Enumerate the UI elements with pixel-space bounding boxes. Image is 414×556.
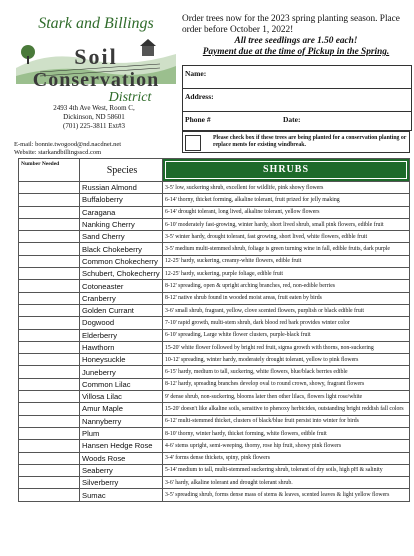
table-row: [19, 243, 410, 255]
species-description: 8-12' spreading, open & upright arching branches, red, non-edible berries: [163, 280, 410, 292]
phone-label: Phone #: [185, 115, 211, 124]
species-name: Honeysuckle: [80, 354, 163, 366]
table-row: [19, 329, 410, 341]
address-label: Address:: [185, 92, 214, 101]
section-shrubs: SHRUBS: [165, 161, 407, 179]
species-description: 7-10' rapid growth, multi-stem shrub, dark blood red bark provides winter color: [163, 317, 410, 329]
table-row: [19, 194, 410, 206]
svg-text:Stark and Billings: Stark and Billings: [38, 15, 154, 32]
species-description: 8-12' hardy, spreading branches develop oval to round crown, showy, fragrant flowers: [163, 378, 410, 390]
table-row: [19, 182, 410, 194]
contact-info: [14, 141, 189, 157]
customer-form: [182, 65, 412, 131]
quantity-cell[interactable]: [19, 304, 80, 316]
phone-field[interactable]: [183, 112, 411, 130]
species-description: 3-5' winter hardy, drought tolerant, fast growing, short lived, white flowers, edible fruit: [163, 231, 410, 243]
table-row: [19, 231, 410, 243]
species-description: 6-12' multi-stemmed thicket, clusters of black/blue fruit persist into winter for birds: [163, 415, 410, 427]
quantity-cell[interactable]: [19, 194, 80, 206]
species-name: Nanking Cherry: [80, 218, 163, 230]
notice-order-deadline: Order trees now for the 2023 spring planting season. Place order before October 1, 2022!: [182, 14, 400, 35]
conservation-checkbox[interactable]: [185, 135, 201, 151]
species-description: 15-20' white flower followed by bright red fruit, sigma growth with thorns, non-suckering: [163, 341, 410, 353]
species-description: 3-5' medium multi-stemmed shrub, foliage is green turning wine in fall, edible fruits, dark purple: [163, 243, 410, 255]
quantity-cell[interactable]: [19, 280, 80, 292]
species-name: Villosa Lilac: [80, 391, 163, 403]
quantity-cell[interactable]: [19, 477, 80, 489]
species-name: Silverberry: [80, 477, 163, 489]
quantity-cell[interactable]: [19, 415, 80, 427]
table-row: [19, 317, 410, 329]
species-name: Common Chokecherry: [80, 255, 163, 267]
species-description: 4-6' stems upright, semi-weeping, thorny, rose hip fruit, showy pink flowers: [163, 440, 410, 452]
conservation-check-text: Please check box if these trees are being planted for a conservation planting or replace ments for existing windbreak.: [213, 135, 407, 148]
species-description: 15-20' doesn't like alkaline soils, sensitive to phenoxy herbicides, outstanding bright reddish fall colors: [163, 403, 410, 415]
address-field[interactable]: [183, 89, 411, 112]
species-name: Black Chokeberry: [80, 243, 163, 255]
quantity-cell[interactable]: [19, 354, 80, 366]
quantity-cell[interactable]: [19, 341, 80, 353]
quantity-cell[interactable]: [19, 427, 80, 439]
species-description: 10-12' spreading, winter hardy, moderately drought tolerant, yellow to pink flowers: [163, 354, 410, 366]
table-row: [19, 391, 410, 403]
species-name: Hawthorn: [80, 341, 163, 353]
species-description: 6-10' spreading, Large white flower clusters, purple-black fruit: [163, 329, 410, 341]
table-row: [19, 255, 410, 267]
table-row: [19, 403, 410, 415]
address-street: 2493 4th Ave West, Room C,: [53, 104, 135, 112]
quantity-cell[interactable]: [19, 206, 80, 218]
species-name: Caragana: [80, 206, 163, 218]
table-row: [19, 366, 410, 378]
table-row: [19, 427, 410, 439]
table-row: [19, 268, 410, 280]
species-description: 6-14' drought tolerant, long lived, alkaline tolerant, yellow flowers: [163, 206, 410, 218]
table-row: [19, 440, 410, 452]
svg-text:District: District: [108, 90, 152, 104]
table-row: [19, 304, 410, 316]
species-name: Elderberry: [80, 329, 163, 341]
table-row: [19, 464, 410, 476]
species-description: 3-6' hardy, alkaline tolerant and drought tolerant shrub.: [163, 477, 410, 489]
species-name: Woods Rose: [80, 452, 163, 464]
species-description: 6-14' thorny, thicket forming, alkaline tolerant, fruit prized for jelly making: [163, 194, 410, 206]
table-row: [19, 477, 410, 489]
table-row: [19, 452, 410, 464]
table-row: [19, 378, 410, 390]
name-label: Name:: [185, 69, 207, 78]
species-description: 3-5' spreading shrub, forms dense mass of stems & leaves, scented leaves & light yellow flowers: [163, 489, 410, 501]
species-name: Amur Maple: [80, 403, 163, 415]
col-number-needed: Number Needed: [19, 159, 80, 182]
species-description: 12-25' hardy, suckering, purple foliage, edible fruit: [163, 268, 410, 280]
species-description: 5-14' medium to tall, multi-stemmed suckering shrub, tolerant of dry soils, high pH & salinity: [163, 464, 410, 476]
table-row: [19, 341, 410, 353]
quantity-cell[interactable]: [19, 378, 80, 390]
section-header: [163, 159, 410, 182]
species-name: Sumac: [80, 489, 163, 501]
species-description: 8-10' thorny, winter hardy, thicket forming, white flowers, edible fruit: [163, 427, 410, 439]
quantity-cell[interactable]: [19, 182, 80, 194]
species-name: Juneberry: [80, 366, 163, 378]
table-row: [19, 354, 410, 366]
quantity-cell[interactable]: [19, 464, 80, 476]
date-label: Date:: [283, 115, 301, 124]
order-notice: [182, 14, 410, 58]
table-row: [19, 218, 410, 230]
order-table: [18, 158, 410, 502]
quantity-cell[interactable]: [19, 440, 80, 452]
address-city: Dickinson, ND 58601: [63, 113, 125, 121]
species-name: Hansen Hedge Rose: [80, 440, 163, 452]
website-text: Website: starkandbillingsscd.com: [14, 149, 102, 156]
quantity-cell[interactable]: [19, 489, 80, 501]
quantity-cell[interactable]: [19, 292, 80, 304]
table-row: [19, 489, 410, 501]
species-description: 3-5' low, suckering shrub, excellent for wildlife, pink showy flowers: [163, 182, 410, 194]
quantity-cell[interactable]: [19, 329, 80, 341]
name-field[interactable]: [183, 66, 411, 89]
species-name: Dogwood: [80, 317, 163, 329]
species-name: Golden Currant: [80, 304, 163, 316]
quantity-cell[interactable]: [19, 391, 80, 403]
species-name: Buffaloberry: [80, 194, 163, 206]
district-address: [14, 104, 174, 131]
species-name: Plum: [80, 427, 163, 439]
quantity-cell[interactable]: [19, 403, 80, 415]
conservation-check-row: [182, 131, 410, 153]
species-description: 3-4' forms dense thickets, spiny, pink flowers: [163, 452, 410, 464]
species-name: Seaberry: [80, 464, 163, 476]
table-row: [19, 280, 410, 292]
email-text: E-mail: bonnie.twogood@nd.nacdnet.net: [14, 141, 122, 148]
quantity-cell[interactable]: [19, 255, 80, 267]
table-row: [19, 415, 410, 427]
landscape-logo-icon: [10, 6, 182, 104]
species-name: Cotoneaster: [80, 280, 163, 292]
quantity-cell[interactable]: [19, 366, 80, 378]
notice-price: All tree seedlings are 1.50 each!: [234, 36, 358, 46]
svg-text:Soil: Soil: [74, 44, 118, 69]
species-name: Russian Almond: [80, 182, 163, 194]
species-description: 6-15' hardy, medium to tall, suckering, white flowers, blue/black berries edible: [163, 366, 410, 378]
species-description: 9' dense shrub, non-suckering, blooms later then other lilacs, flowers light rose/white: [163, 391, 410, 403]
table-row: [19, 292, 410, 304]
quantity-cell[interactable]: [19, 243, 80, 255]
species-name: Common Lilac: [80, 378, 163, 390]
species-name: Schubert, Chokecherry: [80, 268, 163, 280]
table-header-row: [19, 159, 410, 182]
quantity-cell[interactable]: [19, 317, 80, 329]
species-description: 8-12' native shrub found in wooded moist areas, fruit eaten by birds: [163, 292, 410, 304]
quantity-cell[interactable]: [19, 268, 80, 280]
address-phone: (701) 225-3811 Ext#3: [63, 122, 125, 130]
species-description: 12-25' hardy, suckering, creamy-white flowers, edible fruit: [163, 255, 410, 267]
quantity-cell[interactable]: [19, 452, 80, 464]
quantity-cell[interactable]: [19, 231, 80, 243]
svg-text:Conservation: Conservation: [32, 69, 160, 91]
species-description: 6-10' moderately fast-growing, winter hardy, short lived shrub, small pink flowers, edible fruit: [163, 218, 410, 230]
notice-payment: Payment due at the time of Pickup in the Spring.: [202, 47, 390, 57]
species-name: Nannyberry: [80, 415, 163, 427]
species-name: Sand Cherry: [80, 231, 163, 243]
district-logo: [10, 6, 182, 104]
table-row: [19, 206, 410, 218]
quantity-cell[interactable]: [19, 218, 80, 230]
col-species: Species: [80, 159, 163, 182]
species-description: 3-6' small shrub, fragrant, yellow, clove scented flowers, purplish or black edible fruit: [163, 304, 410, 316]
species-name: Cranberry: [80, 292, 163, 304]
